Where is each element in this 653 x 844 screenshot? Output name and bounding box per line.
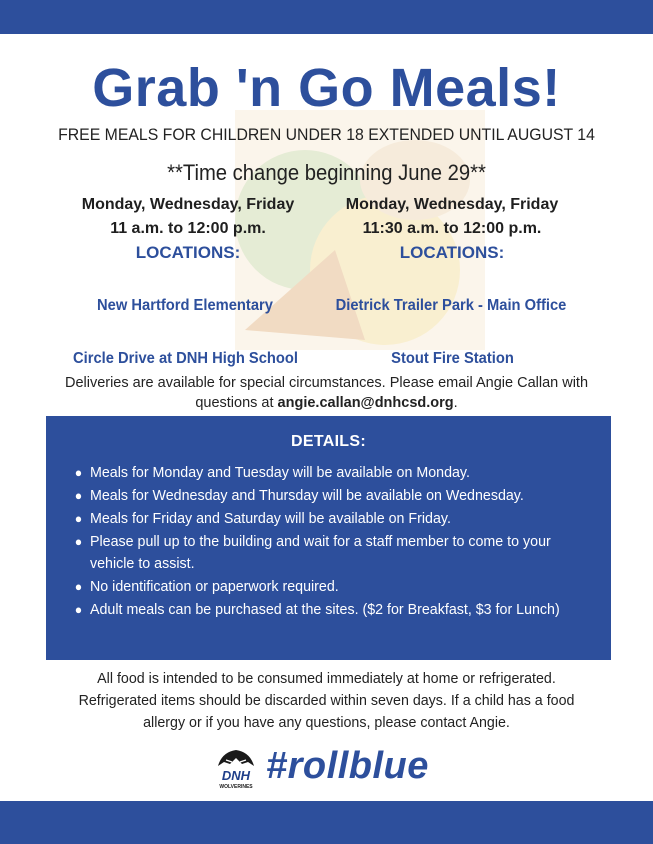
schedule-hours: 11:30 a.m. to 12:00 p.m. <box>362 220 542 237</box>
contact-email-link[interactable]: angie.callan@dnhcsd.org <box>277 395 454 411</box>
time-change-notice: **Time change beginning June 29** <box>167 160 486 185</box>
schedule-right <box>332 194 572 264</box>
location-new-hartford-elementary: New Hartford Elementary <box>97 297 273 314</box>
details-list <box>46 462 611 621</box>
schedule-days: Monday, Wednesday, Friday <box>345 196 559 213</box>
list-item: ● Please pull up to the building and wait for a staff member to come to your vehicle to assist. <box>74 533 551 572</box>
list-item: ● Adult meals can be purchased at the sites. ($2 for Breakfast, $3 for Lunch) <box>90 599 566 621</box>
schedule-days: Monday, Wednesday, Friday <box>81 196 295 213</box>
list-item: ● No identification or paperwork required. <box>90 576 566 598</box>
logo-text: DNH <box>221 768 251 783</box>
bullet-icon: ● <box>74 511 83 526</box>
footer-note: All food is intended to be consumed immediately at home or refrigerated. Refrigerated items should be discarded within seven days. If a child has a food allergy or if you have any questions, please contact Angie. <box>78 670 575 731</box>
deliveries-end: . <box>453 395 458 411</box>
locations-heading: LOCATIONS: <box>399 243 505 262</box>
deliveries-note <box>40 373 613 413</box>
location-stout-fire-station: Stout Fire Station <box>391 350 514 367</box>
wolverine-logo-icon <box>212 746 260 790</box>
hashtag: #rollblue <box>266 745 429 787</box>
deliveries-text: Deliveries are available for special circumstances. Please email Angie Callan with questions at <box>64 375 589 411</box>
location-dietrick-trailer-park: Dietrick Trailer Park - Main Office <box>335 297 567 314</box>
bullet-icon: ● <box>74 465 83 480</box>
schedule-left <box>68 194 308 264</box>
subtitle: FREE MEALS FOR CHILDREN UNDER 18 EXTENDED UNTIL AUGUST 14 <box>58 125 595 144</box>
top-banner <box>0 0 653 34</box>
bullet-icon: ● <box>74 579 83 594</box>
page-title: Grab 'n Go Meals! <box>92 58 561 118</box>
details-heading: DETAILS: <box>291 433 366 450</box>
locations-heading: LOCATIONS: <box>135 243 241 262</box>
schedule-hours: 11 a.m. to 12:00 p.m. <box>110 220 266 237</box>
list-item: ● Meals for Monday and Tuesday will be available on Monday. <box>90 462 566 484</box>
hashtag-row <box>0 742 653 794</box>
list-item: ● Meals for Friday and Saturday will be available on Friday. <box>90 508 566 530</box>
bottom-banner <box>0 801 653 844</box>
logo-subtext: WOLVERINES <box>219 784 253 790</box>
location-circle-drive: Circle Drive at DNH High School <box>73 350 298 367</box>
bullet-icon: ● <box>74 488 83 503</box>
list-item: ● Meals for Wednesday and Thursday will be available on Wednesday. <box>90 485 566 507</box>
details-panel <box>46 416 611 660</box>
bullet-icon: ● <box>74 534 83 549</box>
bullet-icon: ● <box>74 602 83 617</box>
